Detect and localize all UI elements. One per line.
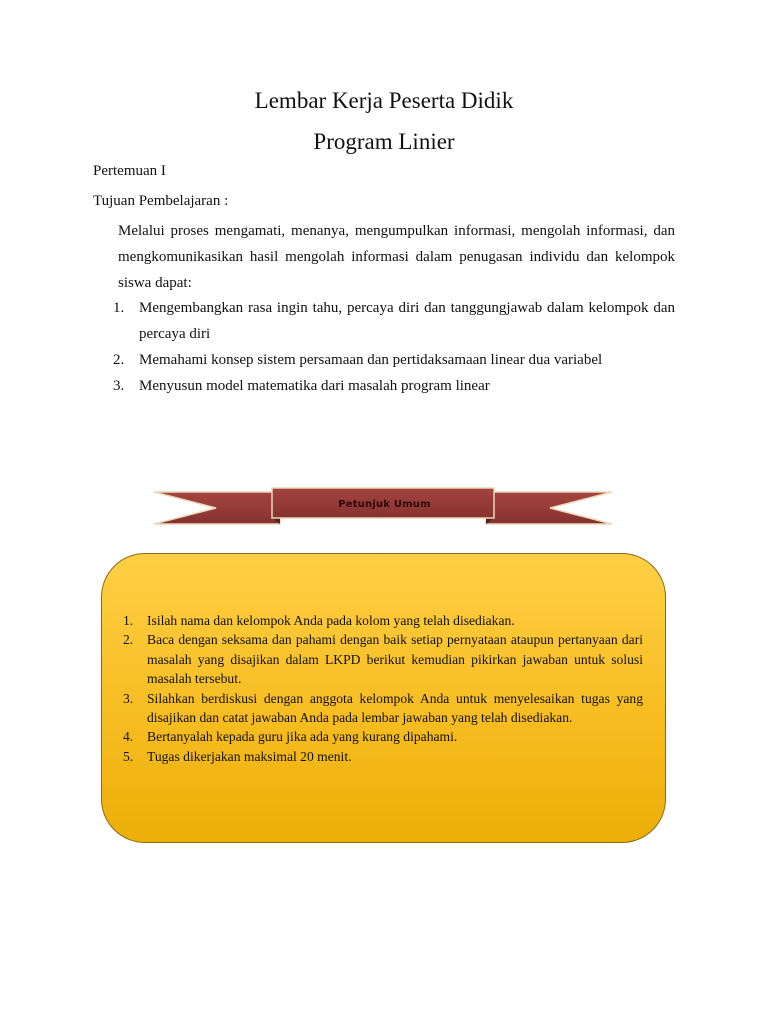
objective-number: 1. — [113, 300, 125, 316]
instruction-item — [123, 630, 643, 688]
instruction-item — [123, 689, 643, 728]
objective-number: 2. — [113, 352, 125, 368]
instruction-text: Silahkan berdiskusi dengan anggota kelompok Anda untuk menyelesaikan tugas yang disajikan dan catat jawaban Anda pada lembar jawaban yang telah disediakan. — [147, 690, 643, 726]
objective-number: 3. — [113, 378, 125, 394]
objective-item — [113, 347, 675, 373]
objective-text: Menyusun model matematika dari masalah program linear — [139, 378, 490, 394]
instruction-number: 3. — [123, 690, 134, 706]
instruction-number: 2. — [123, 632, 134, 648]
ribbon-left-tail — [154, 492, 280, 524]
intro-paragraph: Melalui proses mengamati, menanya, mengumpulkan informasi, mengolah informasi, dan mengkomunikasikan hasil mengolah informasi dalam penugasan individu dan kelompok siswa dapat: — [118, 223, 675, 291]
instructions-list — [123, 611, 643, 766]
meeting-label: Pertemuan I — [93, 163, 166, 179]
instruction-item — [123, 747, 643, 766]
document-subtitle: Program Linier — [313, 129, 455, 154]
instruction-number: 5. — [123, 748, 134, 764]
instruction-text: Baca dengan seksama dan pahami dengan baik setiap pernyataan ataupun pertanyaan dari masalah yang disajikan dalam LKPD berikut kemudian pikirkan jawaban untuk solusi masalah tersebut. — [147, 632, 643, 687]
objective-item — [113, 295, 675, 347]
learning-goals-heading: Tujuan Pembelajaran : — [93, 193, 229, 209]
objective-item — [113, 373, 675, 399]
ribbon-right-tail — [486, 492, 612, 524]
objectives-list — [113, 295, 675, 399]
document-title: Lembar Kerja Peserta Didik — [254, 88, 514, 113]
instruction-text: Isilah nama dan kelompok Anda pada kolom yang telah disediakan. — [147, 613, 515, 628]
instruction-text: Bertanyalah kepada guru jika ada yang kurang dipahami. — [147, 729, 458, 745]
instruction-item — [123, 611, 643, 630]
instruction-number: 1. — [123, 613, 134, 628]
banner-label: Petunjuk Umum — [338, 498, 431, 510]
instruction-number: 4. — [123, 729, 134, 745]
instruction-item — [123, 727, 643, 746]
instruction-text: Tugas dikerjakan maksimal 20 menit. — [147, 748, 352, 764]
objective-text: Mengembangkan rasa ingin tahu, percaya diri dan tanggungjawab dalam kelompok dan percaya diri — [139, 300, 675, 342]
objective-text: Memahami konsep sistem persamaan dan pertidaksamaan linear dua variabel — [139, 352, 603, 368]
